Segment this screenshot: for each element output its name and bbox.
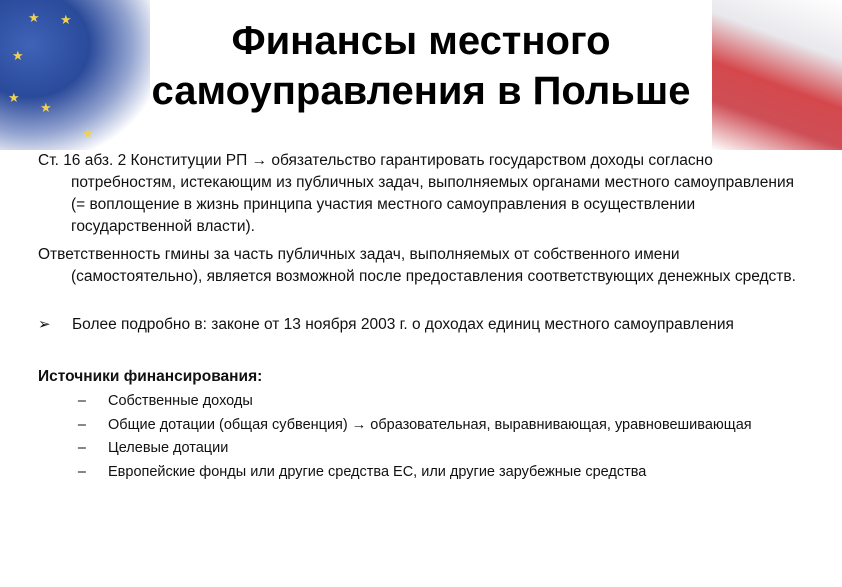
dash-icon: –	[77, 440, 86, 456]
dash-icon: –	[77, 416, 86, 433]
slide-title: Финансы местного самоуправления в Польше	[151, 19, 691, 113]
slide-body	[38, 150, 808, 484]
paragraph-constitution: Ст. 16 абз. 2 Конституции РП → обязательство гарантировать государством доходы согласно потребностям, истекающим из публичных задач, выполняемых органами местного самоуправления (= воплощение в жизнь принципа участия местного самоуправления в осуществлении государственной власти).	[38, 152, 794, 235]
list-item-text: Целевые дотации	[108, 440, 229, 456]
law-reference	[38, 314, 808, 336]
list-item	[38, 461, 808, 485]
paragraph-responsibility: Ответственность гмины за часть публичных задач, выполняемых от собственного имени (самостоятельно), является возможной после предоставления соответствующих денежных средств.	[38, 246, 796, 285]
sources-heading: Источники финансирования:	[38, 368, 263, 385]
arrow-bullet-icon: ➢	[38, 316, 51, 333]
sources-list	[38, 390, 808, 484]
dash-icon: –	[77, 393, 86, 409]
law-reference-text: Более подробно в: законе от 13 ноября 2003 г. о доходах единиц местного самоуправления	[72, 316, 734, 333]
list-item-text: Общие дотации (общая субвенция) → образовательная, выравнивающая, уравновешивающая	[108, 416, 752, 433]
dash-icon: –	[77, 463, 86, 480]
list-item	[38, 437, 808, 461]
list-item-text: Европейские фонды или другие средства ЕС, или другие зарубежные средства	[108, 463, 647, 480]
list-item	[38, 390, 808, 414]
list-item	[38, 414, 808, 438]
eu-flag-icon: ★ ★ ★ ★ ★ ★	[0, 0, 150, 150]
list-item-text: Собственные доходы	[108, 393, 253, 409]
